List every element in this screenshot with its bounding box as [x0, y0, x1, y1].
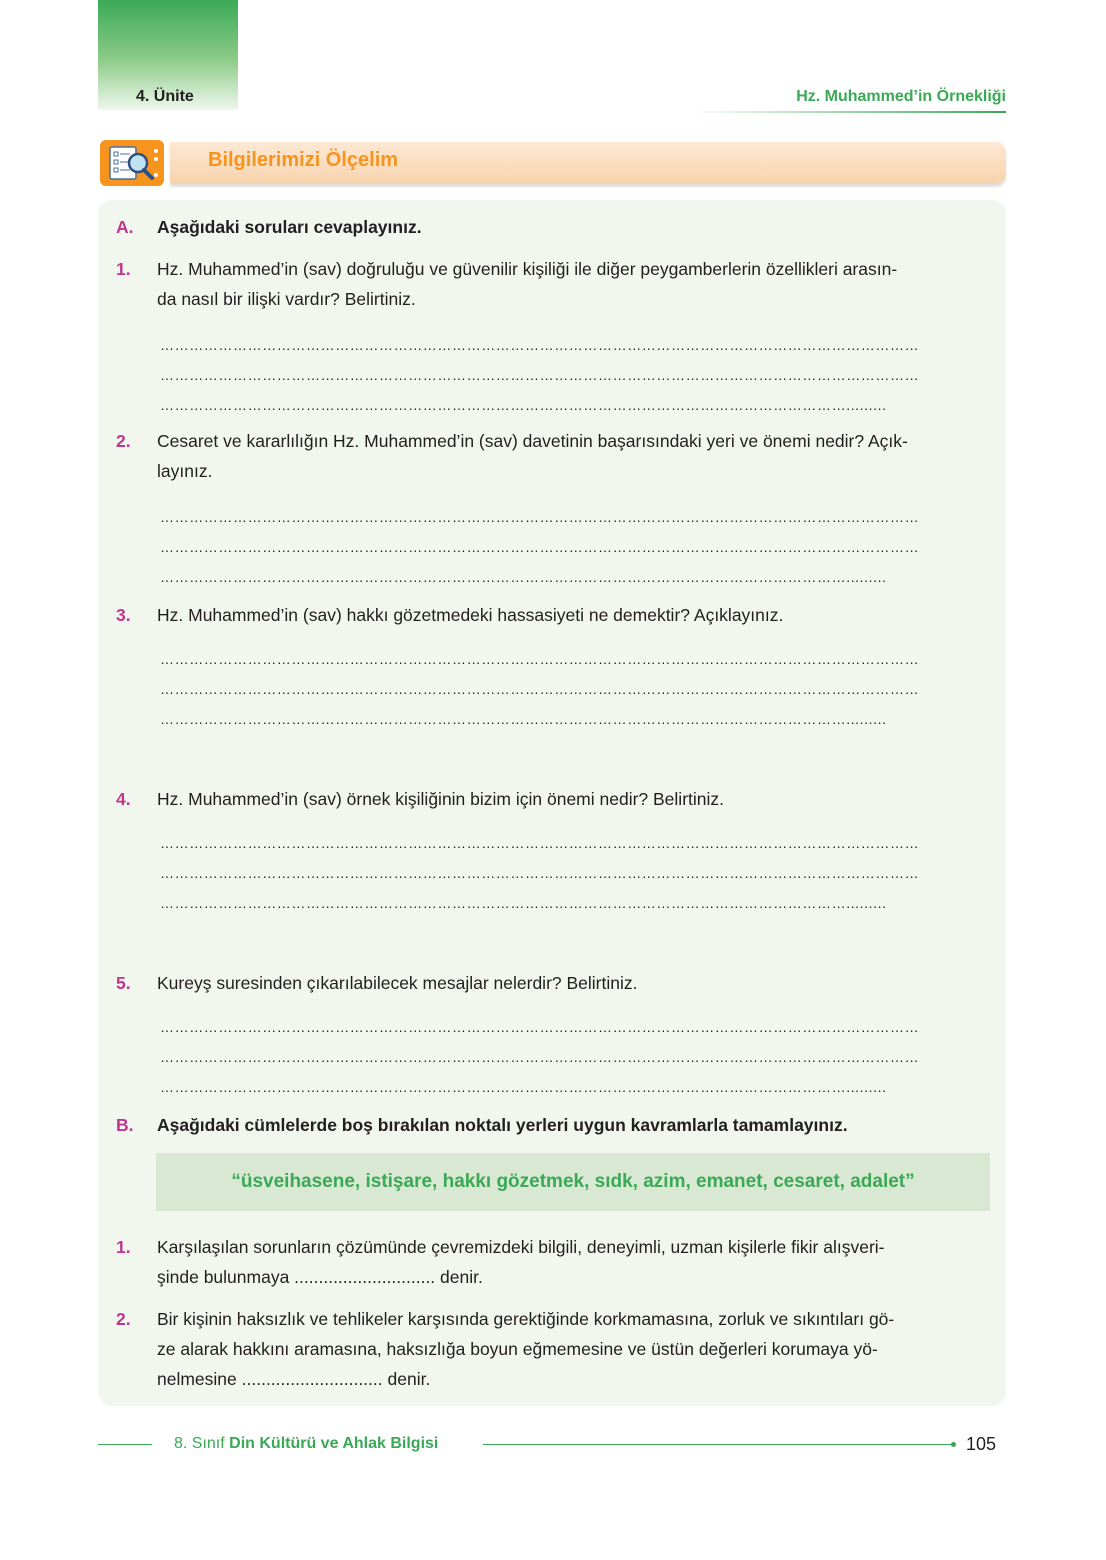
fill-item-text: nelmesine ............................. denir.	[157, 1369, 431, 1389]
question-number: 3.	[116, 605, 131, 625]
question-number: 5.	[116, 973, 131, 993]
question-text: Hz. Muhammed’in (sav) örnek kişiliğinin bizim için önemi nedir? Belirtiniz.	[157, 789, 724, 809]
answer-line[interactable]: …………………………………………………………………………………………………………………………….........	[160, 569, 887, 585]
answer-line[interactable]: …………………………………………………………………………………………………………………………………………	[160, 835, 920, 851]
answer-line[interactable]: …………………………………………………………………………………………………………………………………………	[160, 1049, 920, 1065]
fill-item-number: 1.	[116, 1237, 131, 1257]
checklist-magnifier-icon	[100, 140, 164, 186]
fill-item-number: 2.	[116, 1309, 131, 1329]
concept-box	[156, 1153, 990, 1211]
part-b-heading: Aşağıdaki cümlelerde boş bırakılan noktalı yerleri uygun kavramlarla tamamlayınız.	[157, 1115, 848, 1135]
answer-line[interactable]: …………………………………………………………………………………………………………………………….........	[160, 397, 887, 413]
answer-line[interactable]: …………………………………………………………………………………………………………………………….........	[160, 895, 887, 911]
answer-line[interactable]: …………………………………………………………………………………………………………………………………………	[160, 337, 920, 353]
question-text: da nasıl bir ilişki vardır? Belirtiniz.	[157, 289, 416, 309]
unit-label: 4. Ünite	[136, 88, 194, 105]
answer-line[interactable]: …………………………………………………………………………………………………………………………………………	[160, 539, 920, 555]
chapter-title: Hz. Muhammed’in Örnekliği	[796, 88, 1006, 105]
footer-subject: Din Kültürü ve Ahlak Bilgisi	[229, 1435, 439, 1452]
question-text: Kureyş suresinden çıkarılabilecek mesajlar nelerdir? Belirtiniz.	[157, 973, 638, 993]
question-text: Hz. Muhammed’in (sav) hakkı gözetmedeki hassasiyeti ne demektir? Açıklayınız.	[157, 605, 784, 625]
question-text: layınız.	[157, 461, 213, 481]
footer-grade: 8. Sınıf	[174, 1435, 230, 1452]
chapter-rule	[690, 111, 1006, 113]
answer-line[interactable]: …………………………………………………………………………………………………………………………………………	[160, 1019, 920, 1035]
fill-item-text: ze alarak hakkını aramasına, haksızlığa boyun eğmemesine ve üstün değerleri korumaya yö-	[157, 1339, 878, 1359]
answer-line[interactable]: …………………………………………………………………………………………………………………………….........	[160, 1079, 887, 1095]
question-text: Hz. Muhammed’in (sav) doğruluğu ve güvenilir kişiliği ile diğer peygamberlerin özellikleri arasın-	[157, 259, 898, 279]
footer-rule-left	[98, 1444, 152, 1445]
page-number: 105	[966, 1434, 997, 1454]
footer-rule-right	[483, 1444, 953, 1445]
question-number: 1.	[116, 259, 131, 279]
part-b-letter: B.	[116, 1115, 134, 1135]
answer-line[interactable]: …………………………………………………………………………………………………………………………………………	[160, 509, 920, 525]
question-text: Cesaret ve kararlılığın Hz. Muhammed’in (sav) davetinin başarısındaki yeri ve önemi nedir? Açık-	[157, 431, 908, 451]
fill-item-text: Karşılaşılan sorunların çözümünde çevremizdeki bilgili, deneyimli, uzman kişilerle fikir alışveri-	[157, 1237, 885, 1257]
part-a-heading: Aşağıdaki soruları cevaplayınız.	[157, 217, 422, 237]
concept-list: “üsveihasene, istişare, hakkı gözetmek, sıdk, azim, emanet, cesaret, adalet”	[231, 1171, 915, 1192]
answer-line[interactable]: …………………………………………………………………………………………………………………………………………	[160, 651, 920, 667]
section-title: Bilgilerimizi Ölçelim	[208, 149, 399, 171]
answer-line[interactable]: …………………………………………………………………………………………………………………………….........	[160, 711, 887, 727]
footer-book-title	[174, 1435, 438, 1453]
fill-item-text: Bir kişinin haksızlık ve tehlikeler karşısında gerektiğinde korkmamasına, zorluk ve sıkıntıları gö-	[157, 1309, 895, 1329]
question-number: 4.	[116, 789, 131, 809]
answer-line[interactable]: …………………………………………………………………………………………………………………………………………	[160, 681, 920, 697]
answer-line[interactable]: …………………………………………………………………………………………………………………………………………	[160, 367, 920, 383]
answer-line[interactable]: …………………………………………………………………………………………………………………………………………	[160, 865, 920, 881]
part-a-letter: A.	[116, 217, 134, 237]
fill-item-text: şinde bulunmaya ............................. denir.	[157, 1267, 483, 1287]
question-number: 2.	[116, 431, 131, 451]
footer-dot	[951, 1442, 956, 1447]
